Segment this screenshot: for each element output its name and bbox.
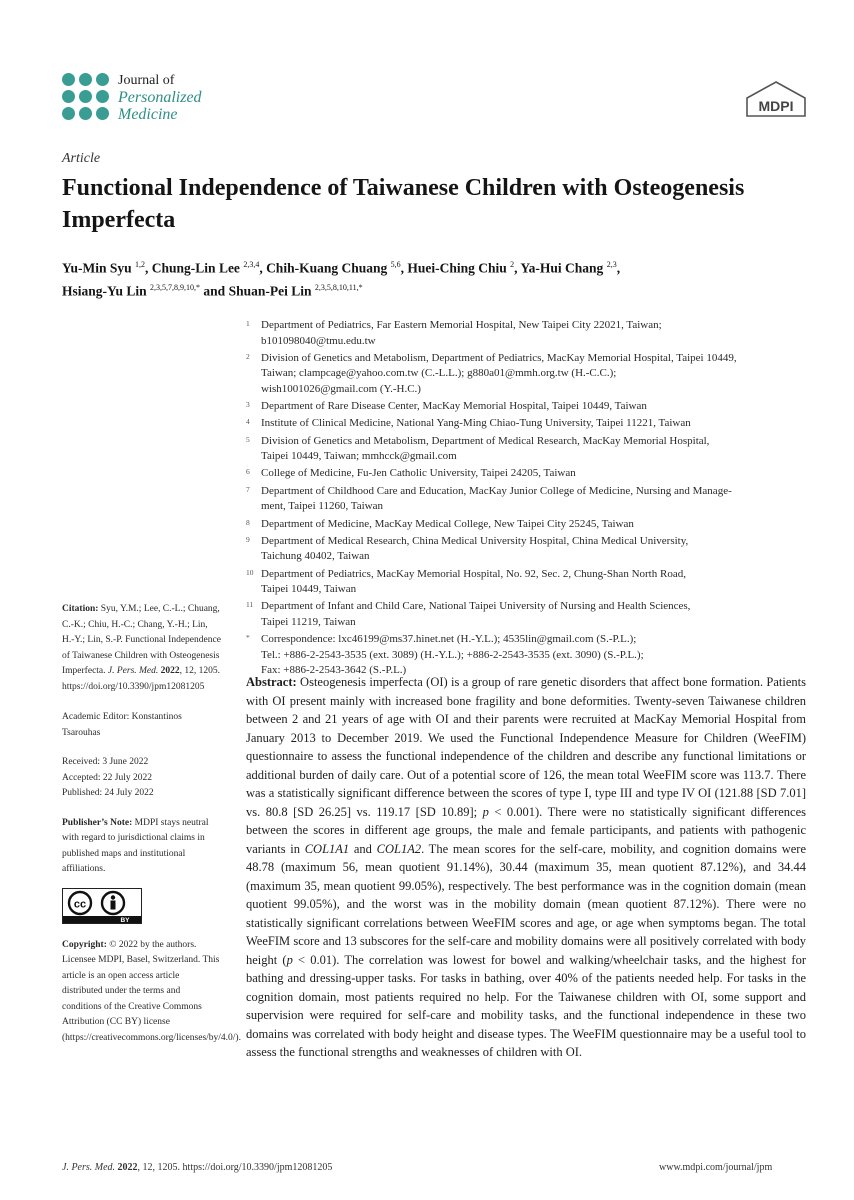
author-separator: , <box>616 260 621 276</box>
author-name: Chung-Lin Lee <box>151 260 240 276</box>
citation-label: Citation: <box>62 604 99 614</box>
copyright-text: © 2022 by the authors. Licensee MDPI, Basel, Switzerland. This article is an open access article distributed under the terms and conditions of the Creative Commons Attribution (CC BY) license (https://creativecommons.org/licenses/by/4.0/). <box>62 939 241 1043</box>
affiliation-line: Department of Rare Disease Center, MacKay Memorial Hospital, Taipei 10449, Taiwan <box>261 400 647 413</box>
footer-doi-link[interactable]: , 12, 1205. https://doi.org/10.3390/jpm12081205 <box>137 1162 333 1173</box>
citation-block <box>62 602 222 695</box>
author-separator: , <box>514 260 521 276</box>
published-date: Published: 24 July 2022 <box>62 788 154 798</box>
abstract-gene-1: COL1A1 <box>304 841 350 856</box>
copyright-label: Copyright: <box>62 939 107 950</box>
author-affiliation-marks: 2 <box>510 260 515 269</box>
author-separator: , <box>259 260 267 276</box>
affiliation-item <box>246 318 806 349</box>
affiliation-item <box>246 534 806 565</box>
affiliation-line: College of Medicine, Fu-Jen Catholic University, Taipei 24205, Taiwan <box>261 467 576 480</box>
affiliation-number: 4 <box>246 417 250 427</box>
affiliation-line: Fax: +886-2-2543-3642 (S.-P.L.) <box>261 664 407 677</box>
affiliation-item <box>246 416 806 432</box>
journal-name-line3: Medicine <box>118 106 178 123</box>
affiliation-item <box>246 567 806 598</box>
affiliation-number: 10 <box>246 567 254 577</box>
publisher-note-label: Publisher’s Note: <box>62 817 133 828</box>
citation-journal: J. Pers. Med. <box>107 666 159 676</box>
abstract-text-2: < 0.001). There were no statistically significant differences between the scores in different age groups, the male and female participants, and patients with pathogenic variants in <box>246 804 806 856</box>
author-name: Ya-Hui Chang <box>520 260 604 276</box>
article-title: Functional Independence of Taiwanese Children with Osteogenesis Imperfecta <box>62 175 745 233</box>
affiliation-number: 8 <box>246 517 250 527</box>
affiliation-line: Department of Medicine, MacKay Medical College, New Taipei City 25245, Taiwan <box>261 517 634 530</box>
cc-by-license-icon <box>62 888 142 924</box>
abstract-gene-2: COL1A2 <box>376 841 422 856</box>
author-separator: and <box>200 283 229 298</box>
citation-year: 2022 <box>160 666 180 676</box>
affiliation-item <box>246 466 806 482</box>
affiliation-line: Taichung 40402, Taiwan <box>261 550 370 563</box>
affiliation-line: Taipei 10449, Taiwan; mmhcck@gmail.com <box>261 450 457 463</box>
affiliation-number: 5 <box>246 434 250 444</box>
footer-journal: J. Pers. Med. <box>62 1162 116 1173</box>
affiliation-line: Division of Genetics and Metabolism, Department of Medical Research, MacKay Memorial Hospital, <box>261 434 710 447</box>
copyright-block <box>62 938 241 1047</box>
affiliation-line: Tel.: +886-2-2543-3535 (ext. 3089) (H.-Y.L.); +886-2-2543-3535 (ext. 3090) (S.-P.L.); <box>261 648 644 661</box>
affiliation-item <box>246 517 806 533</box>
footer-journal-url[interactable]: www.mdpi.com/journal/jpm <box>659 1162 773 1173</box>
affiliation-item <box>246 399 806 415</box>
affiliation-line: Institute of Clinical Medicine, National Yang-Ming Chiao-Tung University, Taipei 11221, Taiwan <box>261 417 691 430</box>
journal-logo <box>62 72 242 128</box>
mdpi-logo-text: MDPI <box>758 98 794 114</box>
journal-name-line1: Journal of <box>118 73 175 88</box>
affiliation-line: b101098040@tmu.edu.tw <box>261 334 376 347</box>
author-separator: , <box>145 260 152 276</box>
publisher-note-text: MDPI stays neutral with regard to jurisdictional claims in published maps and institutional affiliations. <box>62 817 209 874</box>
cc-by-label: BY <box>120 916 130 923</box>
affiliation-number: 7 <box>246 484 250 494</box>
abstract-text-3: . The mean scores for the self-care, mobility, and cognition domains were 48.78 (maximum 56, mean quotient 91.14%), 30.44 (maximum 35, mean quotient 87.12%), and 34.44 (maximum 35, mean quotient 99.05%), respectively. The best performance was in the cognition domain (mean quotient 99.05%), and the worst was in the mobility domain (mean quotient 87.12%). There were no statistically significant correlations between WeeFIM scores and age, or age when symptoms began. The total WeeFIM score and 13 subscores for the self-care and mobility domains were all positively correlated with body height ( <box>246 841 807 967</box>
author-affiliation-marks: 2,3 <box>606 260 617 269</box>
abstract-p-1: p <box>482 804 489 819</box>
affiliation-line: Department of Medical Research, China Medical University Hospital, China Medical University, <box>261 534 689 547</box>
publisher-note <box>62 816 222 878</box>
affiliation-line: Department of Pediatrics, MacKay Memorial Hospital, No. 92, Sec. 2, Chung-Shan North Road, <box>261 567 686 580</box>
affiliation-line: Taipei 11219, Taiwan <box>261 615 356 628</box>
author-affiliation-marks: 2,3,5,8,10,11,* <box>314 282 363 292</box>
affiliation-item <box>246 434 806 465</box>
affiliation-line: Department of Infant and Child Care, National Taipei University of Nursing and Health Sciences, <box>261 600 691 613</box>
author-name: Hsiang-Yu Lin <box>62 283 147 298</box>
affiliation-item <box>246 484 806 515</box>
accepted-date: Accepted: 22 July 2022 <box>62 772 152 783</box>
affiliation-line: Department of Pediatrics, Far Eastern Memorial Hospital, New Taipei City 22021, Taiwan; <box>261 319 662 331</box>
journal-logo-dots-icon <box>62 73 110 121</box>
affiliation-number: 1 <box>246 319 250 328</box>
affiliation-list <box>246 318 806 681</box>
svg-text:cc: cc <box>73 898 87 910</box>
affiliation-line: Correspondence: lxc46199@ms37.hinet.net (H.-Y.L.); 4535lin@gmail.com (S.-P.L.); <box>261 633 637 646</box>
abstract-text-4: < 0.01). The correlation was lowest for bowel and walking/wheelchair tasks, and the highest for bathing and dressing-upper tasks. For tasks in bathing, over 40% of the patients needed help. For tasks in the cognition domain, most patients required no help. For the Taiwanese children with OI, some support and supervision were required for self-care and mobility tasks, and the functional independence in these two domains was correlated with body height and disease types. The WeeFIM questionnaire may be a useful tool to assess the functional strengths and weaknesses of children with OI. <box>246 952 806 1059</box>
affiliation-number: 2 <box>246 351 250 361</box>
affiliation-item <box>246 632 806 679</box>
citation-text: Syu, Y.M.; Lee, C.-L.; Chuang, C.-K.; Chiu, H.-C.; Chang, Y.-H.; Lin, H.-Y.; Lin, S.-P. Functional Independence of Taiwanese Children with Osteogenesis Imperfecta. <box>62 604 221 676</box>
author-name: Huei-Ching Chiu <box>407 260 507 276</box>
affiliation-item <box>246 351 806 398</box>
affiliation-number: * <box>246 633 250 643</box>
affiliation-line: Department of Childhood Care and Education, MacKay Junior College of Medicine, Nursing and Manage- <box>261 484 732 497</box>
received-date: Received: 3 June 2022 <box>62 757 149 767</box>
affiliation-number: 11 <box>246 600 254 610</box>
affiliation-line: wish1001026@gmail.com (Y.-H.C.) <box>261 382 421 395</box>
author-affiliation-marks: 2,3,5,7,8,9,10,* <box>150 282 201 292</box>
author-affiliation-marks: 1,2 <box>135 260 146 269</box>
journal-name <box>118 72 202 123</box>
author-affiliation-marks: 5,6 <box>390 260 401 269</box>
affiliation-number: 6 <box>246 467 250 477</box>
journal-name-line2: Personalized <box>118 89 202 106</box>
affiliation-line: Taiwan; clampcage@yahoo.com.tw (C.-L.L.); g880a01@mmh.org.tw (H.-C.C.); <box>261 367 617 380</box>
author-name: Shuan-Pei Lin <box>228 283 312 298</box>
author-list <box>62 255 782 300</box>
affiliation-number: 9 <box>246 534 250 544</box>
abstract <box>246 673 806 1062</box>
article-type: Article <box>62 151 101 166</box>
article-sidebar <box>62 602 241 1046</box>
affiliation-item <box>246 599 806 630</box>
author-affiliation-marks: 2,3,4 <box>243 260 260 269</box>
footer-citation <box>62 1162 332 1173</box>
affiliation-number: 3 <box>246 400 250 410</box>
abstract-label: Abstract: <box>246 675 297 689</box>
abstract-p-2: p <box>286 952 293 967</box>
footer-year: 2022 <box>117 1162 138 1173</box>
author-name: Chih-Kuang Chuang <box>266 260 388 276</box>
author-separator: , <box>400 260 408 276</box>
abstract-text-1: Osteogenesis imperfecta (OI) is a group of rare genetic disorders that affect bone formation. Patients with OI present mainly with increased bone fragility and bone deformities. Twenty-seven Taiwanese children between 2 and 21 years of age with OI and their parents were recruited at MacKay Memorial Hospital from January 2013 to December 2019. We used the Functional Independence Measure for Children (WeeFIM) questionnaire to assess the functional independence of the children and describe any functional limitations or additional burden of daily care. Out of a potential score of 126, the mean total WeeFIM score was 113.7. There was a statistically significant difference between the scores of type I, type III and type IV OI (121.88 [SD 7.01] vs. 80.8 [SD 26.25] vs. 119.17 [SD 10.89]; <box>246 675 807 819</box>
author-name: Yu-Min Syu <box>62 260 132 276</box>
mdpi-logo <box>745 81 807 117</box>
affiliation-line: ment, Taipei 11260, Taiwan <box>261 500 383 513</box>
academic-editor: Academic Editor: Konstantinos Tsarouhas <box>62 712 182 738</box>
citation-doi: , 12, 1205. https://doi.org/10.3390/jpm12081205 <box>62 666 221 692</box>
affiliation-line: Taipei 10449, Taiwan <box>261 583 357 596</box>
abstract-and: and <box>353 841 372 856</box>
affiliation-line: Division of Genetics and Metabolism, Department of Pediatrics, MacKay Memorial Hospital, Taipei 10449, <box>261 351 737 364</box>
